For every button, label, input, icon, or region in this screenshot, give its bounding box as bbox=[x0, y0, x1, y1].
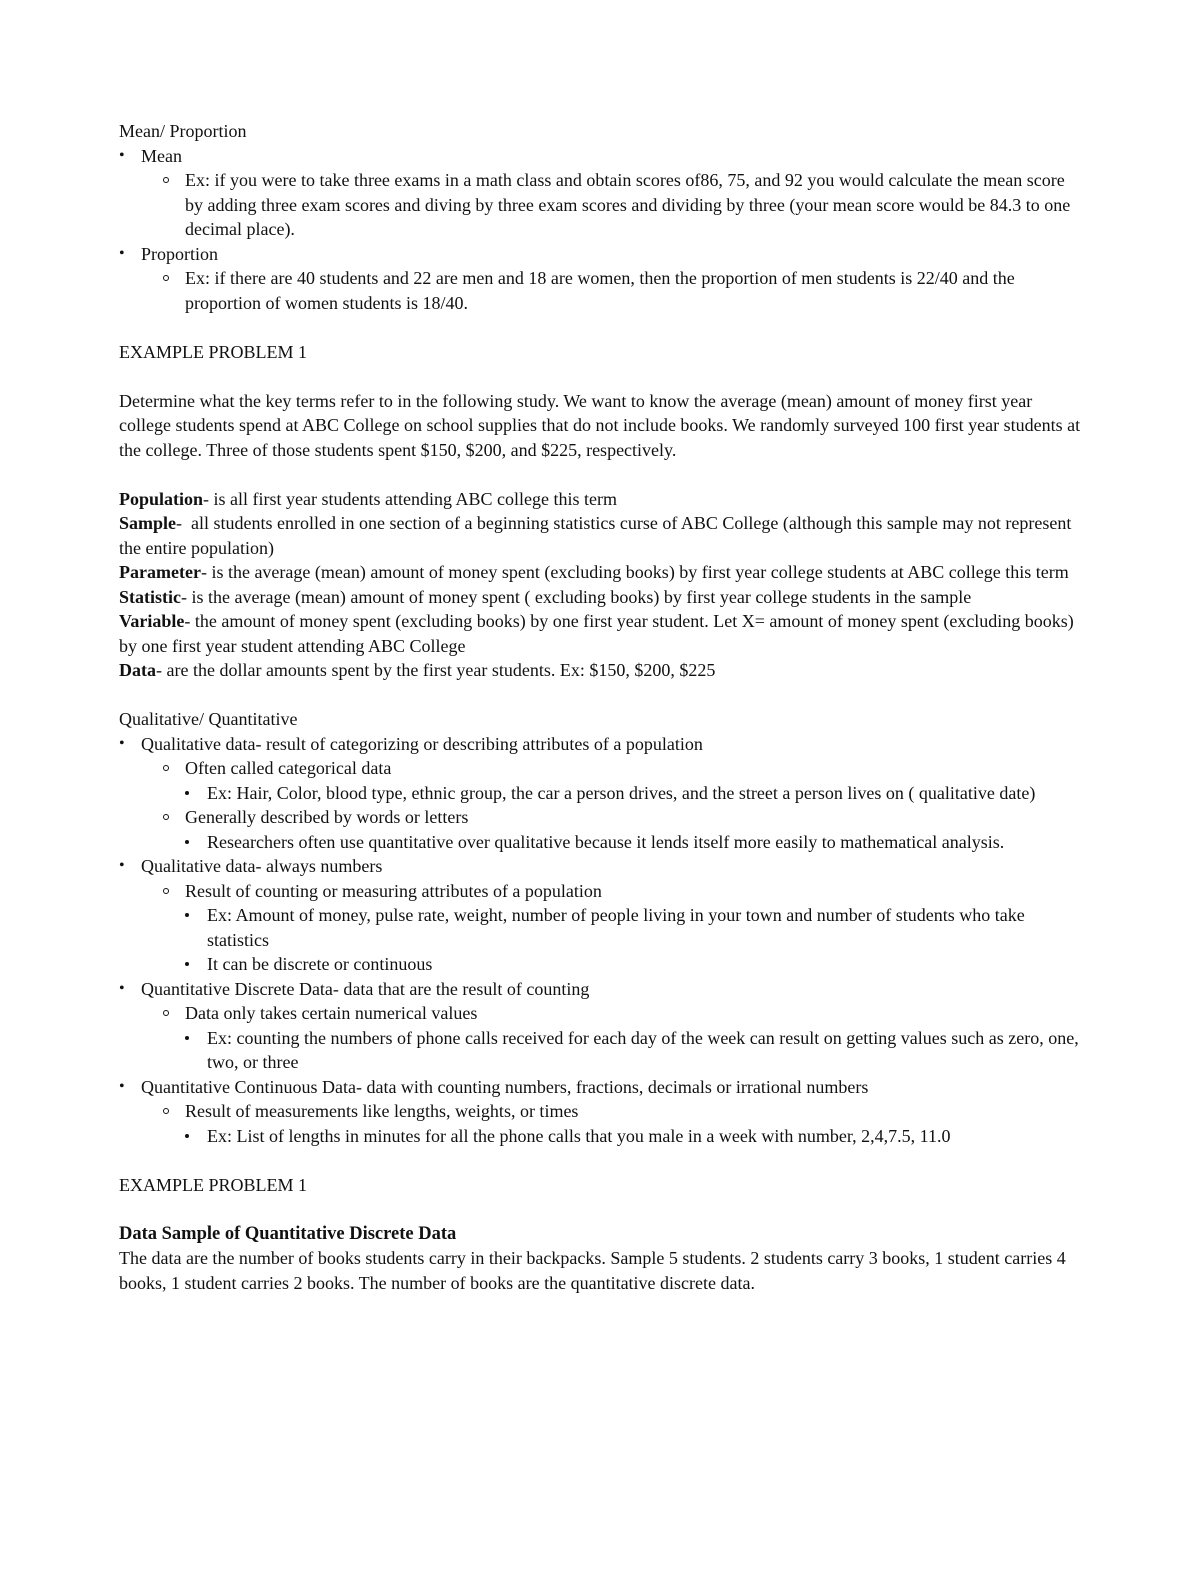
list-item bbox=[119, 903, 1084, 952]
example-problem-heading: EXAMPLE PROBLEM 1 bbox=[119, 341, 308, 362]
term-label: Variable bbox=[119, 611, 185, 631]
qualitative-sub1: Often called categorical data bbox=[185, 758, 392, 778]
qualitative-sub1-example: Ex: Hair, Color, blood type, ethnic group, the car a person drives, and the street a person lives on ( qualitative date) bbox=[207, 782, 1036, 803]
continuous-sub: Result of measurements like lengths, weights, or times bbox=[185, 1101, 579, 1121]
list-item bbox=[119, 952, 1084, 977]
list-item bbox=[119, 732, 1084, 757]
term-definition: - is the average (mean) amount of money spent ( excluding books) by first year college students in the sample bbox=[181, 586, 972, 607]
term-data bbox=[119, 658, 1084, 683]
square-bullet-icon bbox=[185, 840, 189, 844]
bullet-icon: • bbox=[119, 146, 125, 164]
square-bullet-icon bbox=[185, 913, 189, 917]
mean-example: Ex: if you were to take three exams in a math class and obtain scores of86, 75, and 92 you would calculate the mean score by adding three exam scores and diving by three exam scores and dividing by three (your mean score would be 84.3 to one decimal place). bbox=[185, 170, 1071, 239]
bullet-icon: • bbox=[119, 979, 125, 997]
square-bullet-icon bbox=[185, 1036, 189, 1040]
circle-bullet-icon bbox=[163, 177, 169, 183]
term-label: Population bbox=[119, 488, 204, 509]
term-definition: - is the average (mean) amount of money spent (excluding books) by first year college students at ABC college this term bbox=[200, 562, 1069, 582]
bullet-icon: • bbox=[119, 1077, 125, 1095]
list-item bbox=[119, 854, 1084, 879]
qualitative-always-numbers-label: Qualitative data- always numbers bbox=[141, 856, 383, 876]
bullet-icon: • bbox=[119, 734, 125, 752]
term-definition: - all students enrolled in one section of a beginning statistics curse of ABC College (although this sample may not represent the entire population) bbox=[119, 513, 1076, 558]
circle-bullet-icon bbox=[163, 765, 169, 771]
discrete-or-continuous: It can be discrete or continuous bbox=[207, 954, 433, 974]
discrete-data-sample-heading: Data Sample of Quantitative Discrete Data bbox=[119, 1223, 457, 1244]
square-bullet-icon bbox=[185, 791, 189, 795]
qualitative-label: Qualitative data- result of categorizing or describing attributes of a population bbox=[141, 733, 703, 754]
circle-bullet-icon bbox=[163, 1108, 169, 1114]
bullet-icon: • bbox=[119, 244, 125, 262]
term-label: Data bbox=[119, 660, 156, 680]
circle-bullet-icon bbox=[163, 275, 169, 281]
mean-proportion-list bbox=[119, 144, 1084, 316]
term-statistic bbox=[119, 585, 1084, 610]
proportion-example: Ex: if there are 40 students and 22 are men and 18 are women, then the proportion of men students is 22/40 and the proportion of women students is 18/40. bbox=[185, 268, 1015, 313]
list-item bbox=[119, 242, 1084, 267]
counting-measuring-example: Ex: Amount of money, pulse rate, weight, number of people living in your town and number of students who take statistics bbox=[207, 905, 1025, 950]
term-label: Sample bbox=[119, 513, 177, 533]
list-item bbox=[119, 266, 1084, 315]
list-item bbox=[119, 781, 1084, 806]
circle-bullet-icon bbox=[163, 888, 169, 894]
qualitative-quantitative-list bbox=[119, 732, 1084, 1149]
term-population bbox=[119, 487, 1084, 512]
list-item bbox=[119, 756, 1084, 781]
qualitative-sub2: Generally described by words or letters bbox=[185, 807, 469, 827]
discrete-example: Ex: counting the numbers of phone calls received for each day of the week can result on getting values such as zero, one, two, or three bbox=[207, 1027, 1079, 1072]
circle-bullet-icon bbox=[163, 1010, 169, 1016]
mean-label: Mean bbox=[141, 145, 182, 166]
term-variable bbox=[119, 609, 1084, 658]
list-item bbox=[119, 1001, 1084, 1026]
list-item bbox=[119, 805, 1084, 830]
example-problem-heading-2: EXAMPLE PROBLEM 1 bbox=[119, 1174, 308, 1195]
bullet-icon: • bbox=[119, 857, 125, 874]
list-item bbox=[119, 1026, 1084, 1075]
list-item bbox=[119, 144, 1084, 169]
discrete-sub: Data only takes certain numerical values bbox=[185, 1003, 478, 1023]
list-item bbox=[119, 977, 1084, 1002]
example-problem-intro: Determine what the key terms refer to in the following study. We want to know the average (mean) amount of money first year college students spend at ABC College on school supplies that do not include books. We randomly surveyed 100 first year students at the college. Three of those students spent $150, $200, and $225, respectively. bbox=[119, 390, 1081, 460]
term-parameter bbox=[119, 560, 1084, 585]
square-bullet-icon bbox=[185, 1134, 189, 1138]
list-item bbox=[119, 168, 1084, 242]
list-item bbox=[119, 830, 1084, 855]
document-page bbox=[119, 119, 1084, 1295]
continuous-data-label: Quantitative Continuous Data- data with counting numbers, fractions, decimals or irrational numbers bbox=[141, 1076, 869, 1097]
qualitative-sub2-example: Researchers often use quantitative over qualitative because it lends itself more easily to mathematical analysis. bbox=[207, 831, 1005, 852]
section-title-mean-proportion: Mean/ Proportion bbox=[119, 121, 247, 141]
section-title-qualitative-quantitative: Qualitative/ Quantitative bbox=[119, 709, 298, 729]
continuous-example: Ex: List of lengths in minutes for all the phone calls that you male in a week with number, 2,4,7.5, 11.0 bbox=[207, 1125, 951, 1146]
list-item bbox=[119, 1099, 1084, 1124]
list-item bbox=[119, 1124, 1084, 1149]
list-item bbox=[119, 879, 1084, 904]
term-label: Statistic bbox=[119, 586, 181, 607]
term-definition: - is all first year students attending ABC college this term bbox=[203, 488, 617, 509]
circle-bullet-icon bbox=[163, 814, 169, 820]
square-bullet-icon bbox=[185, 962, 189, 966]
term-sample bbox=[119, 511, 1084, 560]
key-terms-list bbox=[119, 487, 1084, 683]
term-label: Parameter bbox=[119, 562, 201, 582]
proportion-label: Proportion bbox=[141, 243, 219, 264]
counting-measuring-sub: Result of counting or measuring attributes of a population bbox=[185, 880, 602, 901]
discrete-data-label: Quantitative Discrete Data- data that are the result of counting bbox=[141, 978, 590, 999]
discrete-data-sample-body: The data are the number of books students carry in their backpacks. Sample 5 students. 2 students carry 3 books, 1 student carries 4 books, 1 student carries 2 books. The number of books are the quantitative discrete data. bbox=[119, 1248, 1066, 1293]
list-item bbox=[119, 1075, 1084, 1100]
term-definition: - are the dollar amounts spent by the first year students. Ex: $150, $200, $225 bbox=[156, 660, 716, 680]
term-definition: - the amount of money spent (excluding books) by one first year student. Let X= amount of money spent (excluding books) by one first year student attending ABC College bbox=[119, 611, 1074, 656]
